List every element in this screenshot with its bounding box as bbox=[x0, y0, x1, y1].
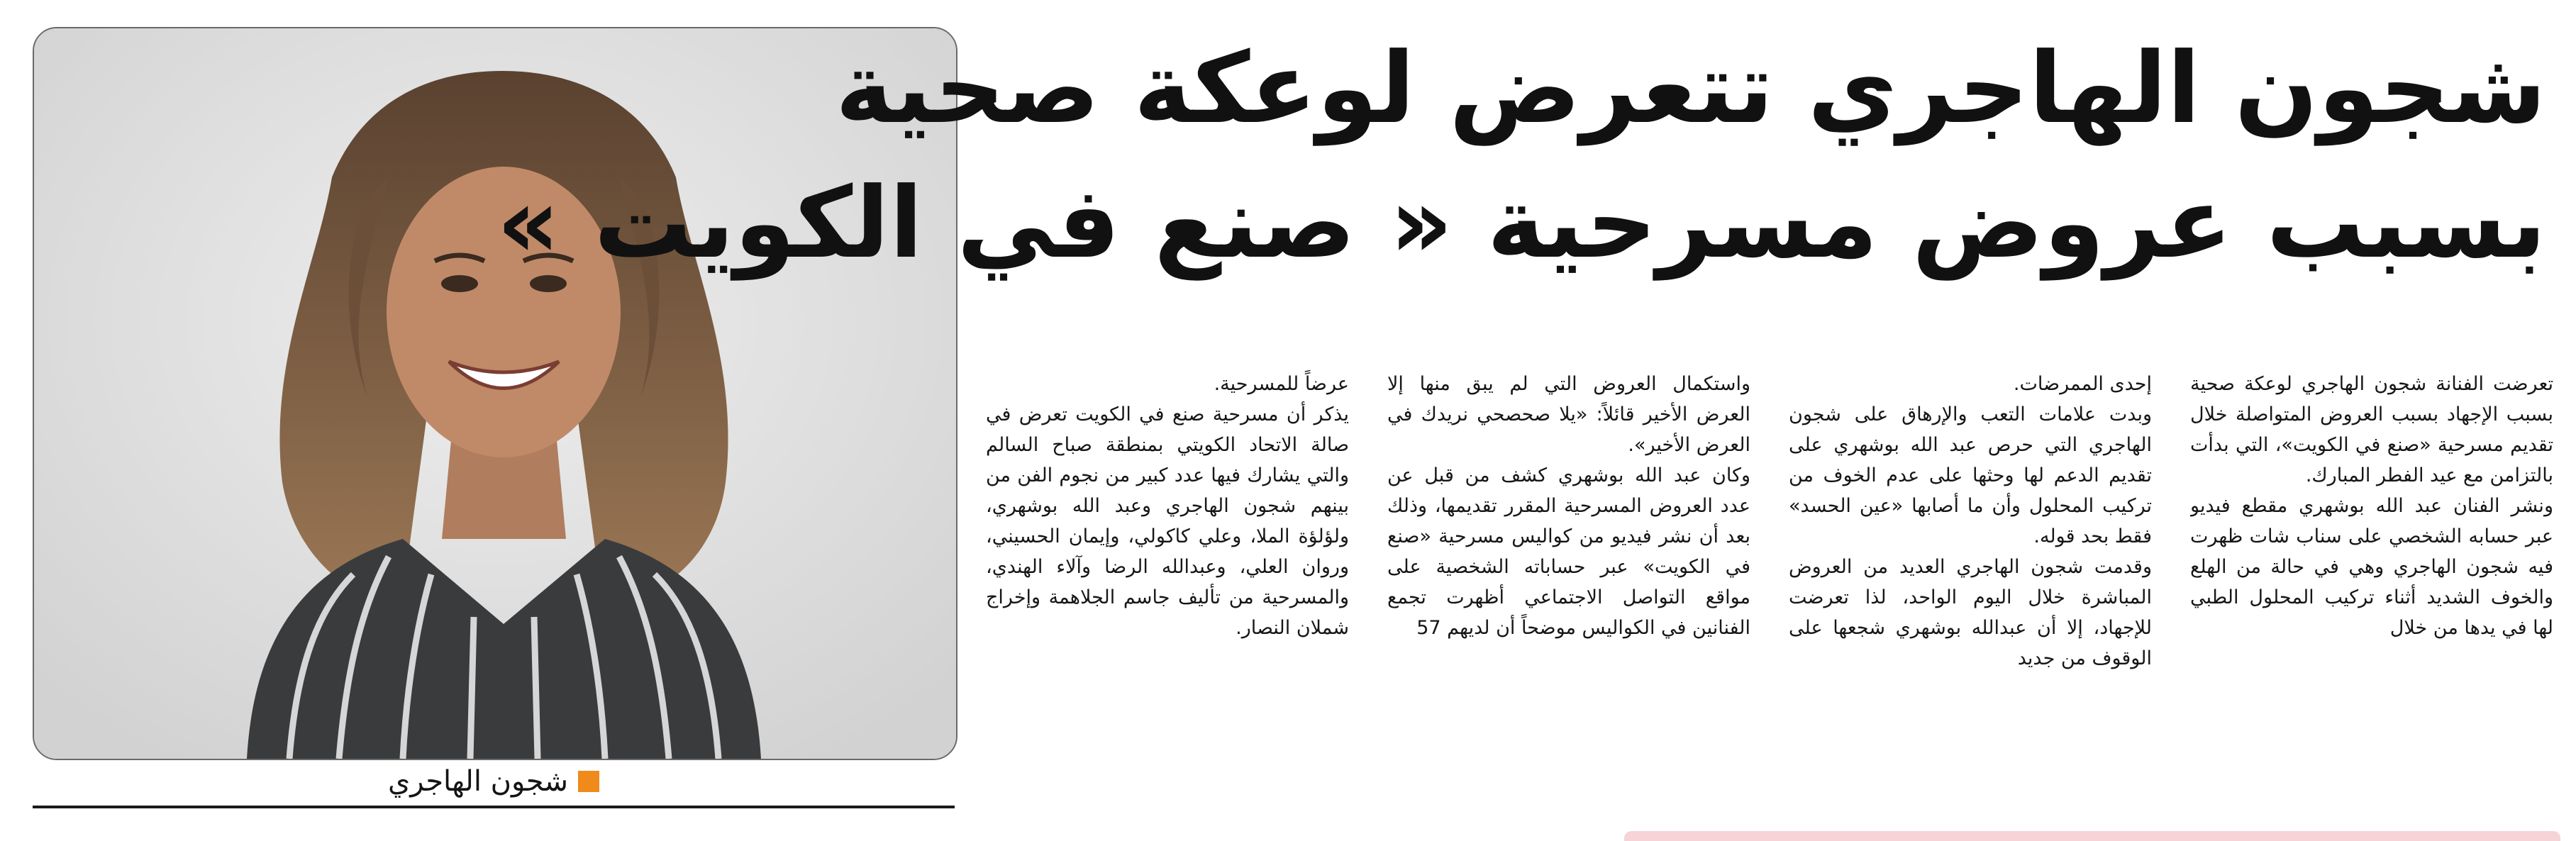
article-column-1 bbox=[2190, 369, 2553, 794]
article-body bbox=[986, 369, 2553, 794]
article-paragraph: ونشر الفنان عبد الله بوشهري مقطع فيديو عبر حسابه الشخصي على سناب شات ظهرت فيه شجون الهاجري وهي في حالة من الهلع والخوف الشديد أثناء تركيب المحلول الطبي لها في يدها من خلال bbox=[2190, 495, 2553, 639]
adjacent-article-edge bbox=[1624, 831, 2560, 841]
headline-line-1: شجون الهاجري تتعرض لوعكة صحية bbox=[835, 31, 2546, 145]
headline-line-2: بسبب عروض مسرحية « صنع في الكويت » bbox=[496, 166, 2546, 280]
article-paragraph: يذكر أن مسرحية صنع في الكويت تعرض في صالة الاتحاد الكويتي بمنطقة صباح السالم والتي يشارك فيها عدد كبير من نجوم الفن من بينهم شجون الهاجري وعبد الله بوشهري، ولؤلؤة الملا، وعلي كاكولي، وإيمان الحسيني، وروان العلي، وعبدالله الرضا وآلاء الهندي، والمسرحية من تأليف جاسم الجلاهمة وإخراج شملان النصار. bbox=[986, 403, 1349, 639]
photo-caption-text: شجون الهاجري bbox=[387, 765, 569, 798]
article-paragraph: وبدت علامات التعب والإرهاق على شجون الهاجري التي حرص عبد الله بوشهري على تقديم الدعم لها وحثها على عدم الخوف من تركيب المحلول وأن ما أصابها «عين الحسد» فقط بحد قوله. bbox=[1789, 403, 2152, 547]
article-paragraph: وكان عبد الله بوشهري كشف من قبل عن عدد العروض المسرحية المقرر تقديمها، وذلك بعد أن نشر فيديو من كواليس مسرحية «صنع في الكويت» عبر حساباته الشخصية على مواقع التواصل الاجتماعي أظهرت تجمع الفنانين في الكواليس موضحاً أن لديهم 57 bbox=[1387, 464, 1750, 639]
caption-marker-square bbox=[578, 771, 599, 792]
article-paragraph: واستكمال العروض التي لم يبق منها إلا العرض الأخير قائلاً: «يلا صحصحي نريدك في العرض الأخير». bbox=[1387, 373, 1750, 456]
caption-divider bbox=[33, 806, 955, 808]
article-paragraph: تعرضت الفنانة شجون الهاجري لوعكة صحية بسبب الإجهاد بسبب العروض المتواصلة خلال تقديم مسرحية «صنع في الكويت»، التي بدأت بالتزامن مع عيد الفطر المبارك. bbox=[2190, 373, 2553, 486]
article-paragraph: إحدى الممرضات. bbox=[2013, 373, 2152, 395]
article-headline bbox=[496, 21, 2546, 291]
article-paragraph: عرضاً للمسرحية. bbox=[1214, 373, 1349, 395]
article-photo bbox=[33, 27, 957, 760]
article-column-4 bbox=[986, 369, 1349, 794]
portrait-illustration bbox=[34, 28, 956, 759]
article-column-2 bbox=[1789, 369, 2152, 794]
article-paragraph: وقدمت شجون الهاجري العديد من العروض المباشرة خلال اليوم الواحد، لذا تعرضت للإجهاد، إلا أن عبدالله بوشهري شجعها على الوقوف من جديد bbox=[1789, 556, 2152, 669]
article-column-3 bbox=[1387, 369, 1750, 794]
photo-caption bbox=[33, 762, 955, 801]
